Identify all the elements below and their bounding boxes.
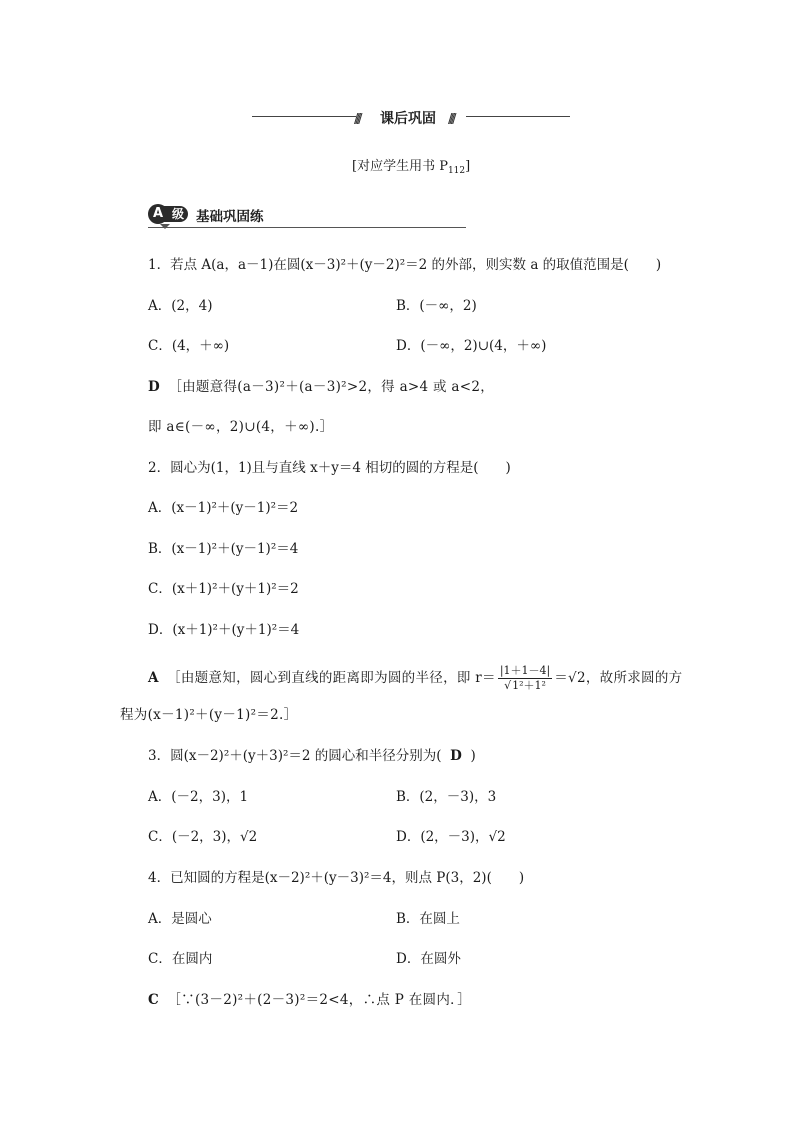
q4-option-a: A．是圆心 <box>148 911 212 927</box>
q3-option-c: C．(－2，3)，√2 <box>148 829 258 845</box>
header-right-rule <box>466 116 570 117</box>
q3-answer: D <box>450 748 462 764</box>
level-underline <box>148 227 466 228</box>
q2-fraction: $\frac{|1+1-4|}{\text{√1²＋1²}}$ <box>499 664 551 692</box>
textbook-reference: [对应学生用书 $P_{112}$] <box>352 159 471 176</box>
q4-option-b: B．在圆上 <box>396 911 460 927</box>
level-notch <box>160 224 170 229</box>
q1-option-a: A．(2，4) <box>148 298 213 314</box>
level-label: 基础巩固练 <box>196 209 264 225</box>
level-badge <box>148 204 190 224</box>
header-left-rule <box>252 116 356 117</box>
section-title: 课后巩固 <box>380 111 436 127</box>
q1-stem: 1．若点 A(a，a－1)在圆(x－3)²＋(y－2)²＝2 的外部，则实数 a 的取值范围是( ) <box>148 257 662 273</box>
q4-option-d: D．在圆外 <box>396 951 461 967</box>
header-right-hatch: //// <box>448 112 454 127</box>
q3-stem: 3．圆(x－2)²＋(y＋3)²＝2 的圆心和半径分别为( D ) <box>148 748 476 764</box>
level-badge-letter: A <box>148 204 168 224</box>
q2-option-d: D．(x＋1)²＋(y＋1)²＝4 <box>148 622 300 638</box>
q2-explanation-line2: 程为(x－1)²＋(y－1)²＝2.］ <box>120 707 298 723</box>
header-left-hatch: //// <box>354 112 360 127</box>
q1-answer: D <box>148 379 160 395</box>
q3-option-b: B．(2，－3)，3 <box>396 789 497 805</box>
q2-explanation: A ［由题意知，圆心到直线的距离即为圆的半径，即 r＝ $\frac{|1+1-4|}{\text{√1²＋1²}}$ ＝√2，故所求圆的方 <box>148 664 683 692</box>
q1-explanation-line2: 即 a∈(－∞，2)∪(4，＋∞).］ <box>148 419 334 435</box>
q4-explanation: C ［∵(3－2)²＋(2－3)²＝2<4，∴点 P 在圆内．］ <box>148 992 471 1008</box>
q1-option-c: C．(4，＋∞) <box>148 338 230 354</box>
q3-option-d: D．(2，－3)，√2 <box>396 829 506 845</box>
q4-stem: 4．已知圆的方程是(x－2)²＋(y－3)²＝4，则点 P(3，2)( ) <box>148 870 525 886</box>
q2-stem: 2．圆心为(1，1)且与直线 x＋y＝4 相切的圆的方程是( ) <box>148 460 511 476</box>
q2-option-a: A．(x－1)²＋(y－1)²＝2 <box>148 500 299 516</box>
q4-answer: C <box>148 992 159 1008</box>
q2-option-b: B．(x－1)²＋(y－1)²＝4 <box>148 541 299 557</box>
q4-option-c: C．在圆内 <box>148 951 213 967</box>
q2-answer: A <box>148 670 159 686</box>
q1-explanation: D ［由题意得(a－3)²＋(a－3)²>2，得 a>4 或 a<2， <box>148 379 495 395</box>
q3-option-a: A．(－2，3)，1 <box>148 789 249 805</box>
q1-option-b: B．(－∞，2) <box>396 298 477 314</box>
q2-option-c: C．(x＋1)²＋(y＋1)²＝2 <box>148 581 299 597</box>
q1-option-d: D．(－∞，2)∪(4，＋∞) <box>396 338 547 354</box>
level-badge-tail: 级 <box>162 206 188 222</box>
